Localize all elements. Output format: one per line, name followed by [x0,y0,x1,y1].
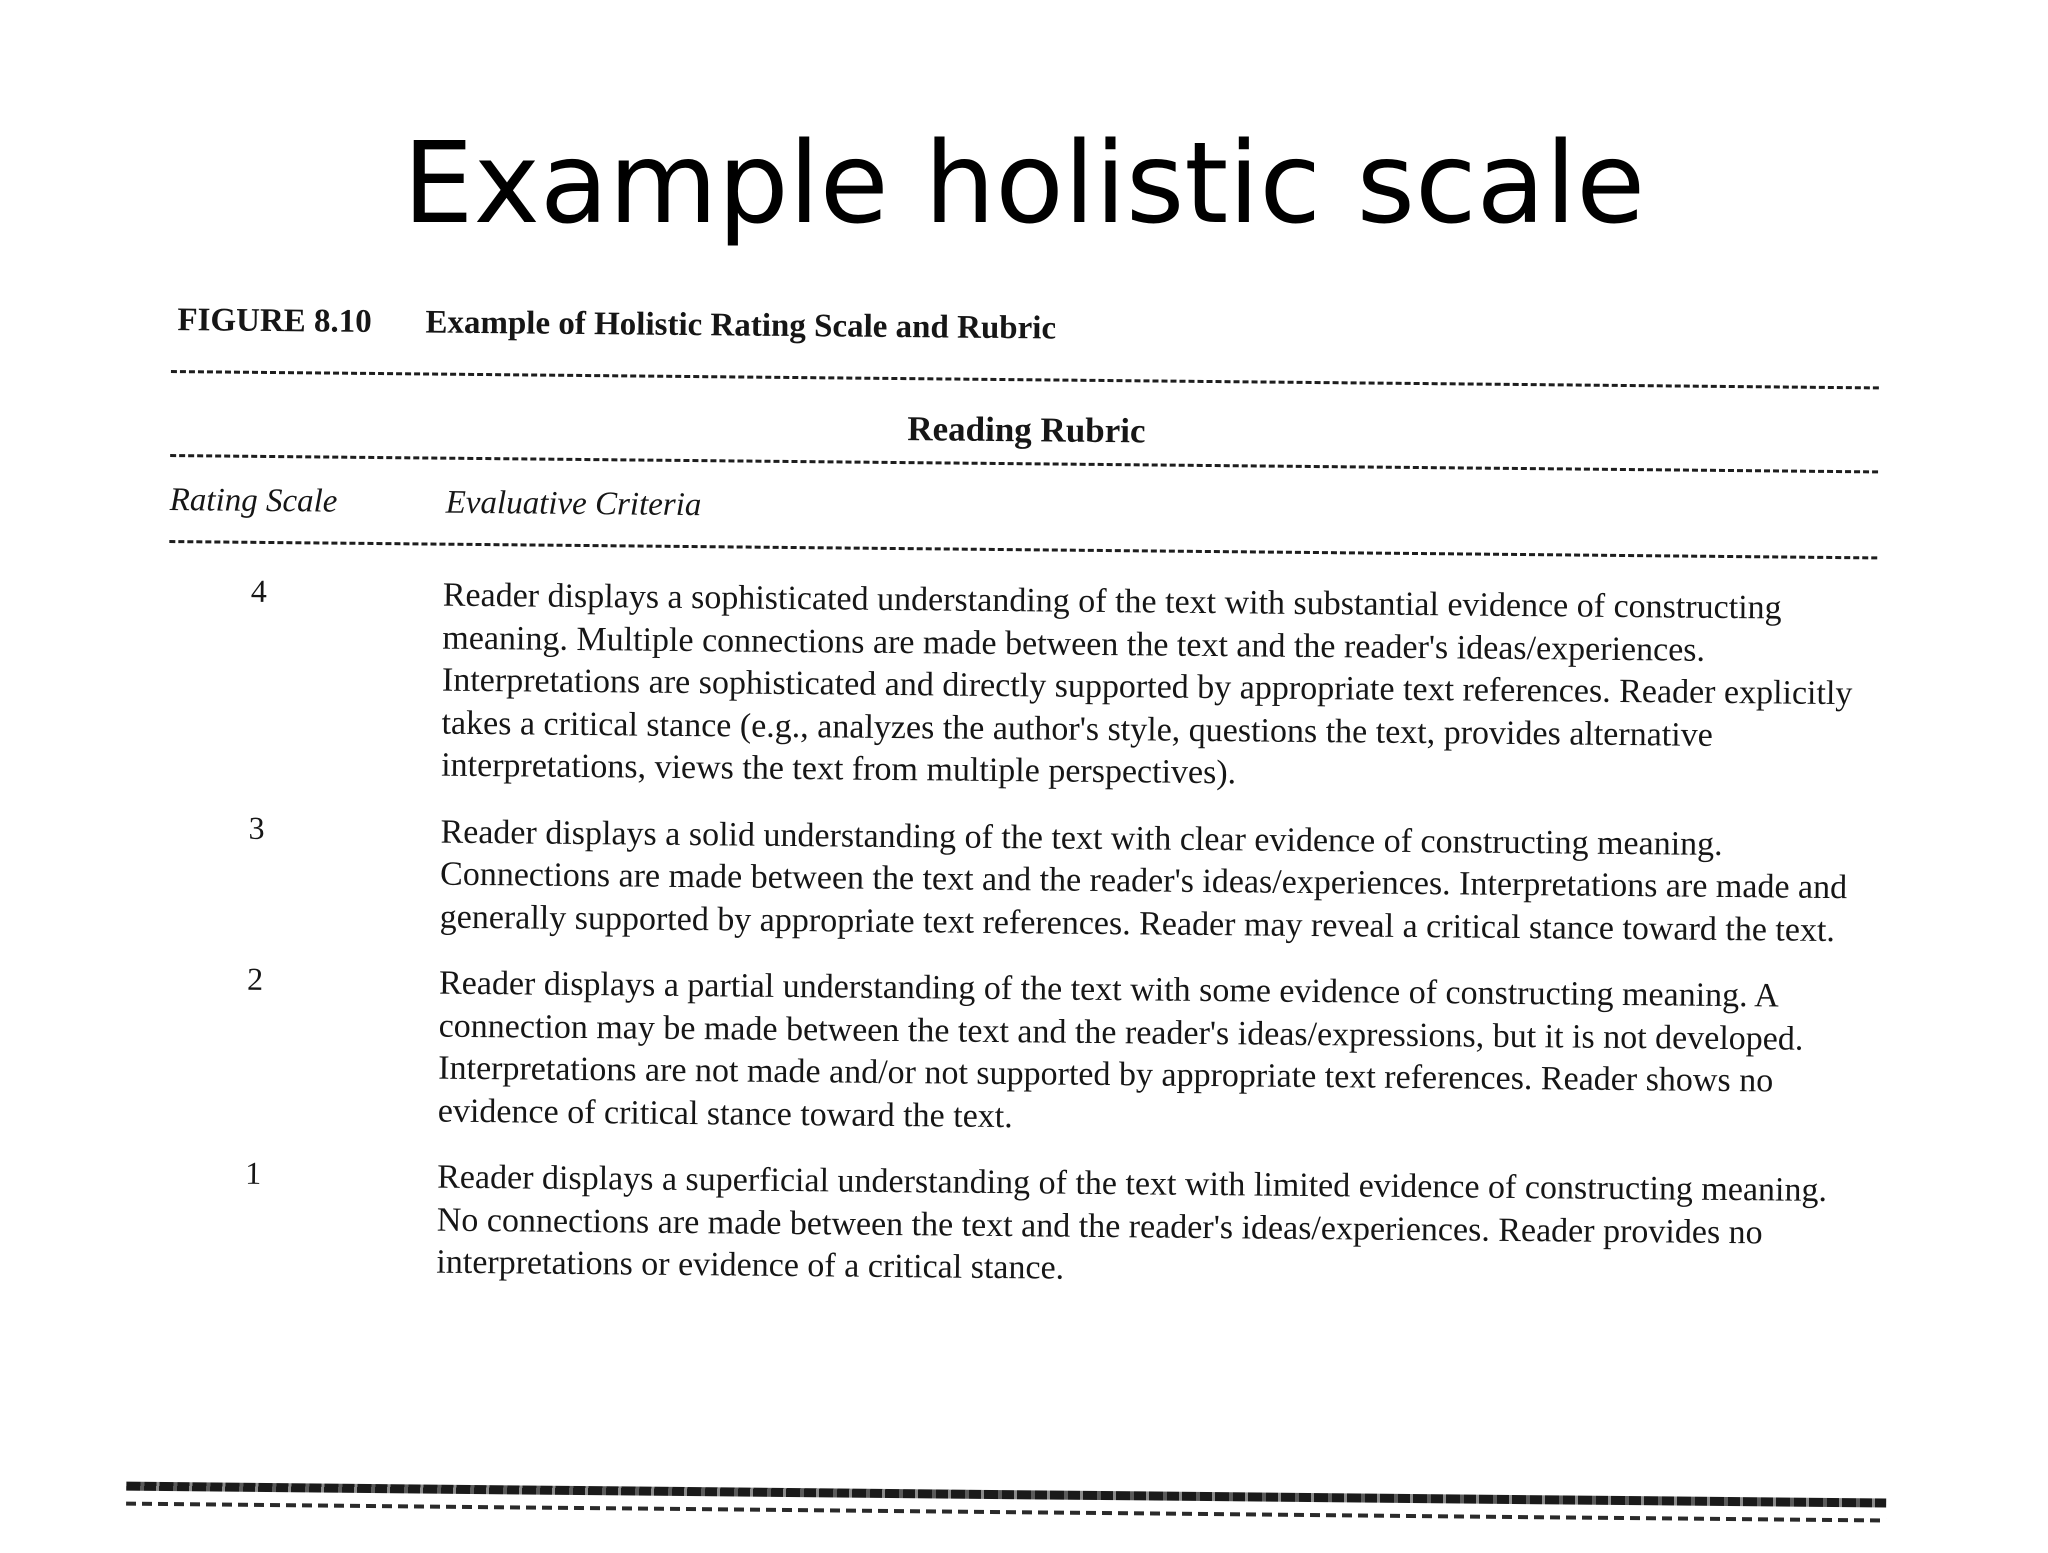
rating-value: 2 [246,960,264,997]
rating-value: 4 [250,572,268,609]
slide-title: Example holistic scale [402,119,1646,249]
column-header-evaluative-criteria: Evaluative Criteria [445,484,702,524]
figure-caption-text: Example of Holistic Rating Scale and Rubric [425,304,1057,347]
criteria-text: Reader displays a partial understanding of the text with some evidence of constructing meaning. A connection may be made between the text and the reader's ideas/expressions, but it is not developed. Interpretations are not made and/or not supported by appropriate text references. Reader shows no evidence of critical stance toward the text. [437,964,1804,1135]
column-header-rating-scale: Rating Scale [169,482,338,520]
divider [171,370,1879,389]
rubric-rows [158,572,1885,1322]
criteria-text: Reader displays a superficial understanding of the text with limited evidence of constructing meaning. No connections are made between the text and the reader's ideas/experiences. Reader provides no interpretations or evidence of a critical stance. [436,1158,1828,1287]
rubric-row [158,1154,1879,1298]
rubric-title: Reading Rubric [907,409,1146,451]
criteria-text: Reader displays a solid understanding of the text with clear evidence of constructing meaning. Connections are made between the text and the reader's ideas/experiences. Interpretations are made and generally supported by appropriate text references. Reader may reveal a critical stance toward the text. [439,813,1848,949]
rubric-row [162,808,1883,952]
divider [170,454,1878,473]
rating-value: 1 [245,1154,262,1191]
criteria-text: Reader displays a sophisticated understanding of the text with substantial evidence of constructing meaning. Multiple connections are made between the text and the reader's ideas/experiences. Interpretations are sophisticated and directly supported by appropriate text references. Reader explicitly takes a critical stance (e.g., analyzes the author's style, questions the text, provides alternative interpretations, views the text from multiple perspectives). [441,576,1853,792]
divider [169,540,1877,559]
figure-label: FIGURE 8.10 [177,302,372,340]
rubric-row [163,572,1885,801]
rubric-row [160,960,1882,1147]
figure-caption [177,302,1056,347]
rating-value: 3 [248,809,265,846]
scanned-figure [156,262,1888,1552]
